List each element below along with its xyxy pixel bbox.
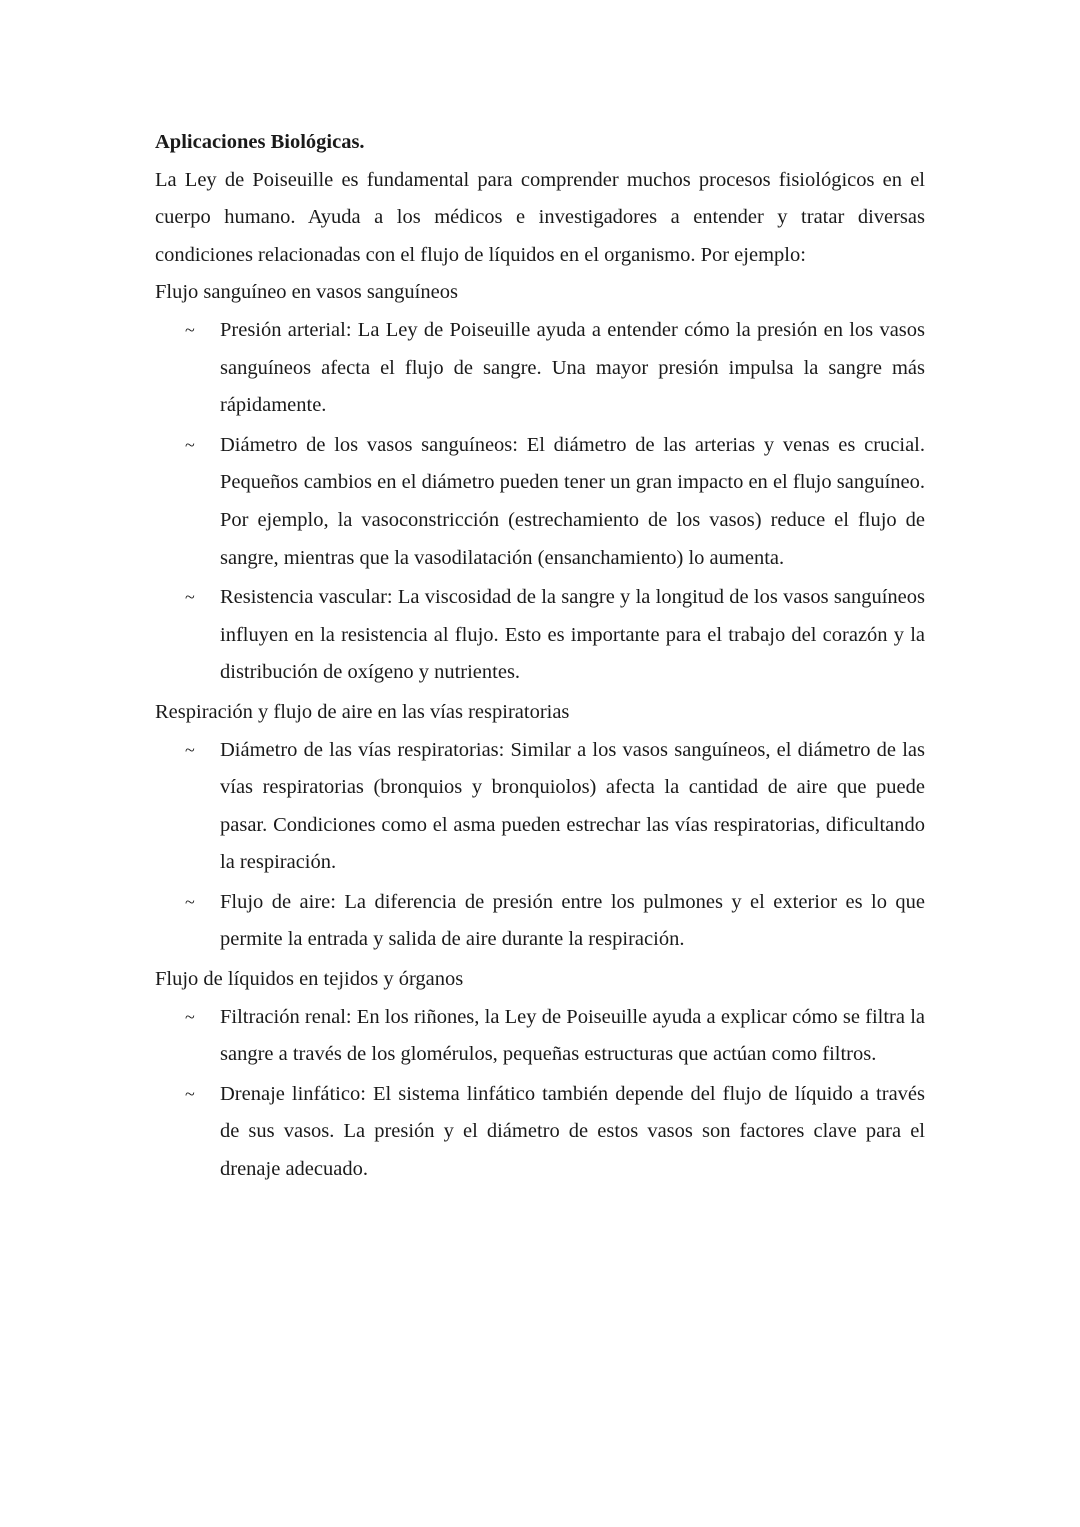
bullet-list-tissues [155, 999, 925, 1189]
tilde-bullet-icon: ~ [185, 587, 195, 608]
subsection-title-tissues: Flujo de líquidos en tejidos y órganos [155, 968, 464, 991]
list-item-text: Diámetro de los vasos sanguíneos: El diámetro de las arterias y venas es crucial. Pequeños cambios en el diámetro pueden tener un gran impacto en el flujo sanguíneo. Por ejemplo, la vasoconstricción (estrechamiento de los vasos) reduce el flujo de sangre, mientras que la vasodilatación (ensanchamiento) lo aumenta. [220, 433, 925, 569]
tilde-bullet-icon: ~ [185, 1006, 195, 1027]
list-item [155, 1076, 925, 1189]
intro-paragraph: La Ley de Poiseuille es fundamental para comprender muchos procesos fisiológicos en el cuerpo humano. Ayuda a los médicos e investigadores a entender y tratar diversas condiciones relacionadas con el flujo de líquidos en el organismo. Por ejemplo: [155, 168, 925, 266]
list-item-text: Diámetro de las vías respiratorias: Similar a los vasos sanguíneos, el diámetro de las vías respiratorias (bronquios y bronquiolos) afecta la cantidad de aire que puede pasar. Condiciones como el asma pueden estrechar las vías respiratorias, dificultando la respiración. [220, 738, 925, 874]
tilde-bullet-icon: ~ [185, 891, 195, 912]
list-item [155, 427, 925, 577]
tilde-bullet-icon: ~ [185, 319, 195, 340]
list-item-text: Flujo de aire: La diferencia de presión entre los pulmones y el exterior es lo que permite la entrada y salida de aire durante la respiración. [220, 890, 925, 951]
subsection-title-blood-flow: Flujo sanguíneo en vasos sanguíneos [155, 281, 458, 304]
section-heading: Aplicaciones Biológicas. [155, 131, 365, 153]
tilde-bullet-icon: ~ [185, 739, 195, 760]
bullet-list-respiration [155, 732, 925, 960]
document-page [155, 124, 925, 1191]
list-item [155, 732, 925, 882]
subsection-title-respiration: Respiración y flujo de aire en las vías respiratorias [155, 700, 570, 723]
list-item-text: Resistencia vascular: La viscosidad de la sangre y la longitud de los vasos sanguíneos influyen en la resistencia al flujo. Esto es importante para el trabajo del corazón y la distribución de oxígeno y nutrientes. [220, 586, 925, 684]
list-item-text: Filtración renal: En los riñones, la Ley de Poiseuille ayuda a explicar cómo se filtra la sangre a través de los glomérulos, pequeñas estructuras que actúan como filtros. [220, 1005, 925, 1066]
tilde-bullet-icon: ~ [185, 1083, 195, 1104]
tilde-bullet-icon: ~ [185, 434, 195, 455]
bullet-list-blood-flow [155, 312, 925, 692]
list-item [155, 312, 925, 425]
list-item [155, 579, 925, 692]
list-item-text: Drenaje linfático: El sistema linfático también depende del flujo de líquido a través de sus vasos. La presión y el diámetro de estos vasos son factores clave para el drenaje adecuado. [220, 1082, 925, 1181]
list-item-text: Presión arterial: La Ley de Poiseuille ayuda a entender cómo la presión en los vasos sanguíneos afecta el flujo de sangre. Una mayor presión impulsa la sangre más rápidamente. [220, 318, 925, 417]
list-item [155, 999, 925, 1074]
list-item [155, 884, 925, 959]
